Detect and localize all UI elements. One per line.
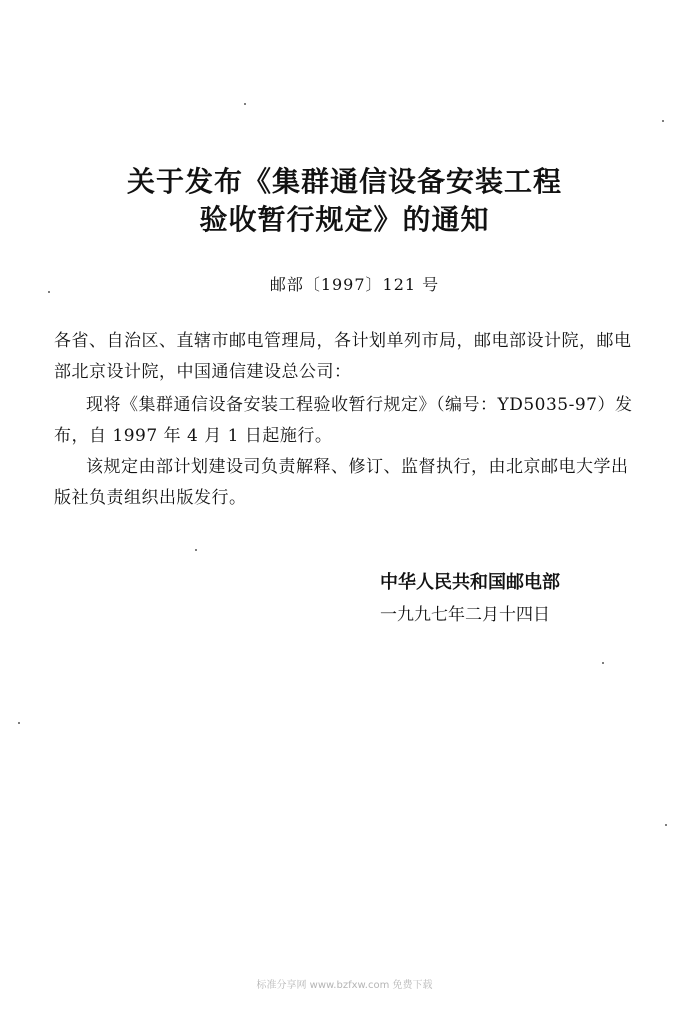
- body-paragraph-2: [54, 452, 639, 514]
- issuing-organization: 中华人民共和国邮电部: [380, 572, 560, 593]
- scan-speck: [195, 549, 197, 551]
- body-paragraph-1-text: 现将《集群通信设备安装工程验收暂行规定》（编号：YD5035-97）发布，自 1997 年 4 月 1 日起施行。: [54, 395, 633, 446]
- scan-speck: [665, 824, 667, 826]
- footer-watermark: 标准分享网 www.bzfxw.com 免费下载: [256, 980, 433, 991]
- scan-speck: [48, 291, 50, 293]
- scan-speck: [244, 103, 246, 105]
- addressee-paragraph: 各省、自治区、直辖市邮电管理局，各计划单列市局，邮电部设计院，邮电部北京设计院，中国通信建设总公司：: [54, 331, 632, 382]
- scan-speck: [18, 722, 20, 724]
- body-paragraph-1: [54, 390, 639, 452]
- scan-speck: [602, 662, 604, 664]
- scan-speck: [662, 120, 664, 122]
- document-title-line-2: 验收暂行规定》的通知: [199, 203, 490, 236]
- document-title-line-1: 关于发布《集群通信设备安装工程: [126, 165, 562, 198]
- issue-date: 一九九七年二月十四日: [380, 605, 550, 625]
- document-number: 邮部〔1997〕121 号: [269, 275, 440, 294]
- body-paragraph-2-text: 该规定由部计划建设司负责解释、修订、监督执行，由北京邮电大学出版社负责组织出版发行。: [54, 457, 629, 508]
